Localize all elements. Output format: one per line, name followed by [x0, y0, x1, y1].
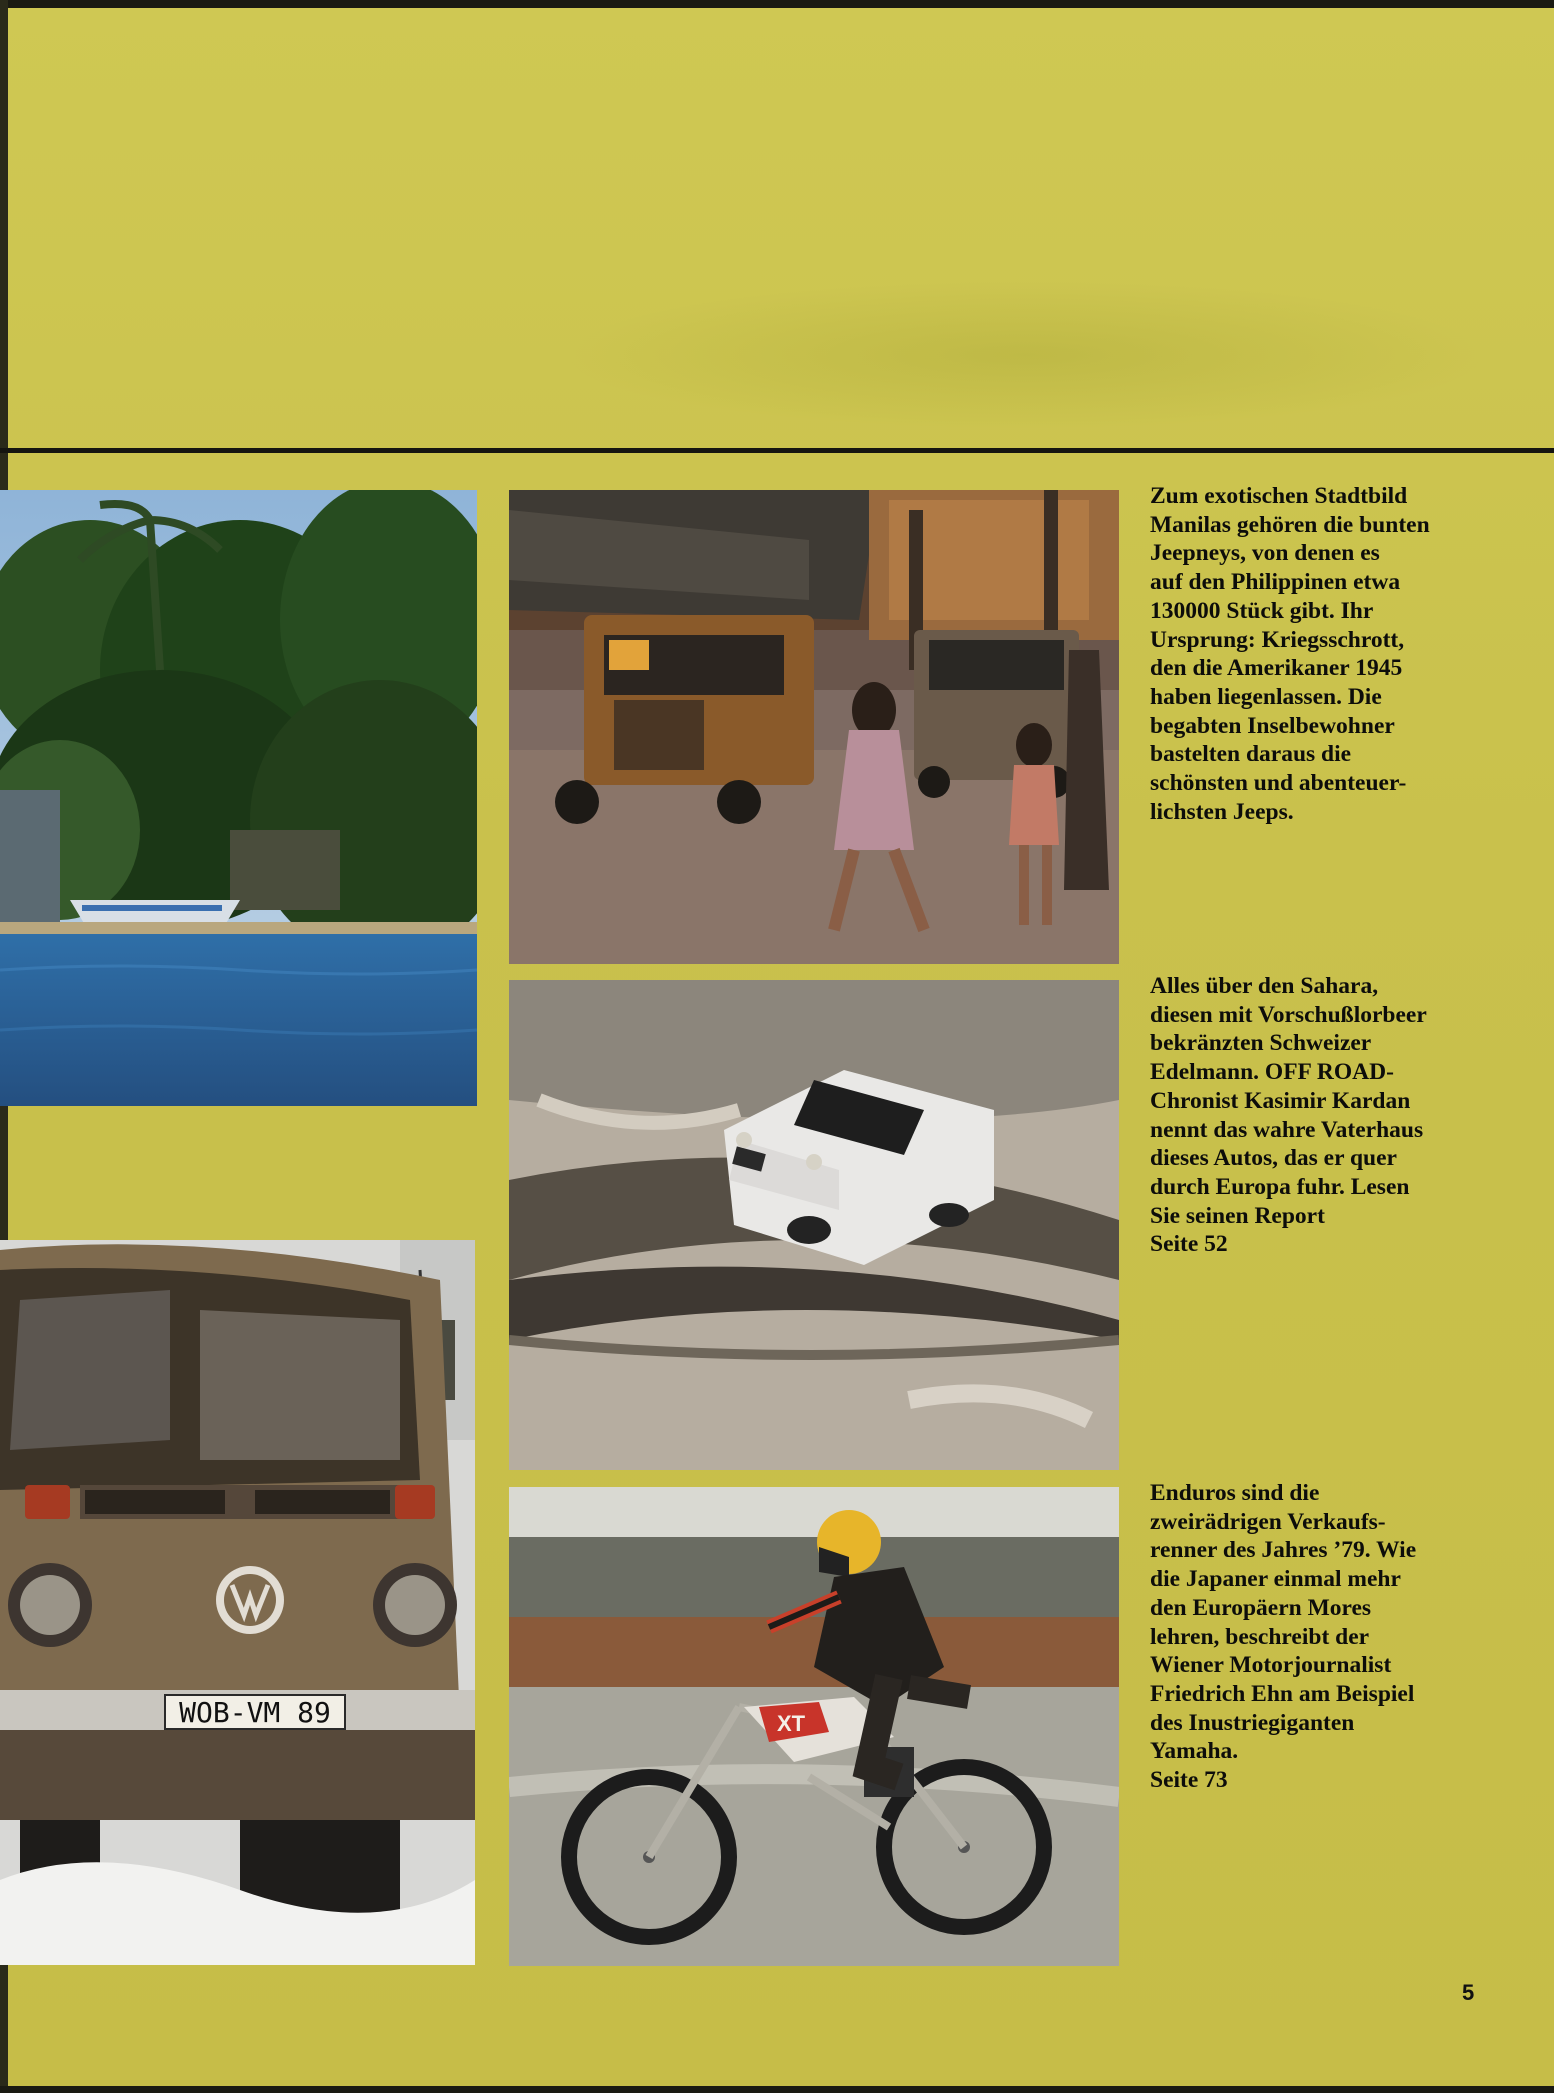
caption-line: Edelmann. OFF ROAD-: [1150, 1059, 1394, 1086]
caption-line: bekränzten Schweizer: [1150, 1030, 1372, 1057]
caption-line: haben liegenlassen. Die: [1150, 683, 1382, 710]
caption-line: Yamaha.: [1150, 1738, 1239, 1765]
show-through-shadow: [560, 280, 1490, 430]
caption-line: auf den Philippinen etwa: [1150, 569, 1401, 596]
motorcycle-tank-text: XT: [777, 1711, 806, 1736]
caption-line: schönsten und abenteuer-: [1150, 770, 1407, 797]
scan-edge-bottom: [0, 2086, 1554, 2093]
horizontal-rule: [0, 448, 1554, 453]
photo-tropical-island: [0, 490, 477, 1106]
caption-line: dieses Autos, das er quer: [1150, 1145, 1397, 1172]
caption-line: den Europäern Mores: [1150, 1594, 1372, 1621]
caption-line: des Inustriegiganten: [1150, 1709, 1355, 1736]
caption-line: Sie seinen Report: [1150, 1202, 1325, 1229]
photo-manila-jeepneys: [509, 490, 1119, 964]
photo-sahara-offroad: [509, 980, 1119, 1470]
caption-line: zweirädrigen Verkaufs-: [1150, 1508, 1386, 1535]
caption-page-ref: Seite 52: [1150, 1231, 1228, 1258]
caption-line: renner des Jahres ’79. Wie: [1150, 1537, 1417, 1564]
caption-line: nennt das wahre Vaterhaus: [1150, 1116, 1424, 1143]
photo-vw-bus: [0, 1240, 475, 1965]
caption-jeepneys: [1150, 482, 1520, 826]
caption-line: lehren, beschreibt der: [1150, 1623, 1370, 1650]
caption-line: lichsten Jeeps.: [1150, 798, 1294, 825]
caption-line: begabten Inselbewohner: [1150, 712, 1395, 739]
caption-line: Zum exotischen Stadtbild: [1150, 483, 1408, 509]
caption-line: Ursprung: Kriegsschrott,: [1150, 626, 1405, 653]
page-number: 5: [1462, 1980, 1475, 2005]
caption-line: Friedrich Ehn am Beispiel: [1150, 1680, 1415, 1707]
photo-yamaha-enduro: [509, 1487, 1119, 1966]
caption-line: Manilas gehören die bunten: [1150, 511, 1430, 538]
caption-line: diesen mit Vorschußlorbeer: [1150, 1001, 1427, 1028]
caption-line: bastelten daraus die: [1150, 741, 1352, 768]
caption-line: Enduros sind die: [1150, 1480, 1320, 1506]
caption-sahara: [1150, 972, 1520, 1259]
caption-line: 130000 Stück gibt. Ihr: [1150, 597, 1374, 624]
caption-line: durch Europa fuhr. Lesen: [1150, 1173, 1410, 1200]
caption-line: Alles über den Sahara,: [1150, 973, 1379, 999]
caption-line: den die Amerikaner 1945: [1150, 655, 1403, 682]
caption-line: die Japaner einmal mehr: [1150, 1566, 1401, 1593]
caption-line: Chronist Kasimir Kardan: [1150, 1087, 1411, 1114]
scan-edge-top: [0, 0, 1554, 8]
caption-enduros: [1150, 1479, 1520, 1795]
vw-license-plate: WOB-VM 89: [179, 1696, 331, 1729]
caption-line: Wiener Motorjournalist: [1150, 1652, 1392, 1679]
caption-line: Jeepneys, von denen es: [1150, 540, 1380, 567]
caption-page-ref: Seite 73: [1150, 1767, 1228, 1794]
